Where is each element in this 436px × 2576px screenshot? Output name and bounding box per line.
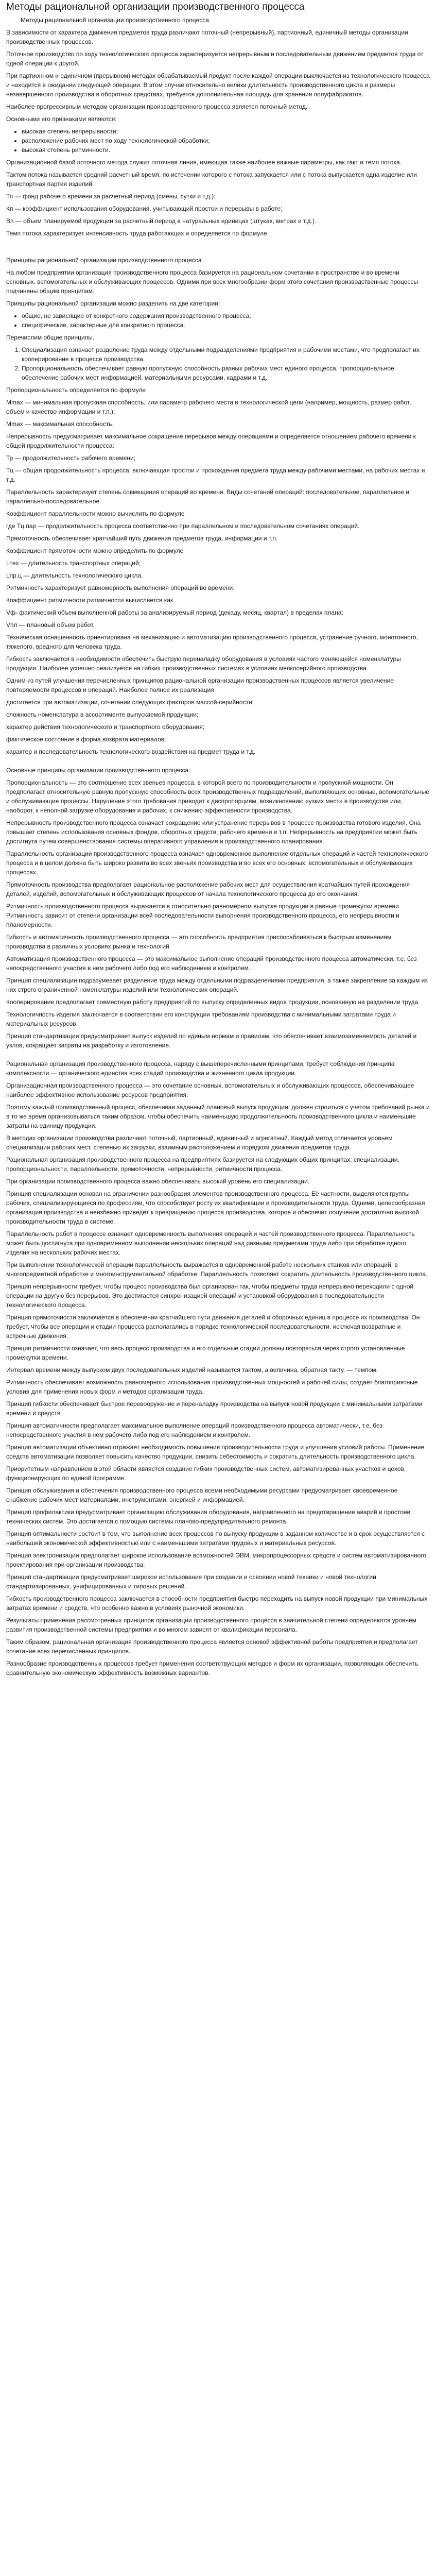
paragraph: Принцип непрерывности требует, чтобы процесс производства был организован так, чтобы предметы труда непрерывно переходили с одной операции на другую без перерывов. Это достигается синхронизацией операций и установкой оборудования в последовательности технологического процесса. (6, 1282, 415, 1309)
list-item: 2. Пропорциональность обеспечивает равную пропускную способность разных рабочих мест единого процесса, пропорциональное обеспечение рабочих мест информацией, материальными ресурсами, кадрами и т.д. (22, 364, 430, 382)
paragraph: Принципы рациональной организации можно разделить на две категории: (6, 299, 220, 307)
paragraph: Гибкость и автоматичность производственного процесса — это способность предприятия приспосабливаться к быстрым изменениям производства в различных условиях рынка и технологий. (6, 933, 393, 950)
paragraph: Принцип профилактики предусматривает организацию обслуживания оборудования, направленного на предотвращение аварий и простоев технических систем. Это достигается с помощью системы планово-предупредительного ремонта. (6, 1508, 412, 1525)
paragraph: Перечислим общие принципы. (6, 333, 95, 341)
paragraph: Ритмичность обеспечивает возможность равномерного использования производственных мощностей и рабочей силы, создает благоприятные условия для применения новых форм и методов организации труда. (6, 1378, 420, 1395)
section-gap (6, 241, 430, 247)
paragraph: При партионном и единичном (прерывном) методах обрабатываемый продукт после каждой операции выключается из технологического процесса и находится в ожидании следующей операции. В этом случае относительно велики длительность производственного цикла и размеры незавершенного производства в оборотных средствах, требуется дополнительная площадь для хранения полуфабрикатов. (6, 72, 431, 98)
paragraph: Организационная производственного процесса — это сочетание основных, вспомогательных и обслуживающих процессов, обеспечивающее наиболее эффективное использование ресурсов предприятия. (6, 1081, 416, 1098)
paragraph: Вп — объем планируемой продукции за расчетный период в натуральных единицах (штуках, метрах и т.д.). (6, 217, 317, 225)
paragraph: На любом предприятии организация производственного процесса базируется на рациональном сочетании в пространстве и во времени основных, вспомогательных и обслуживающих процессов. Одними при всех многообразии форм этого сочетания производственные процессы подчинены общим принципам. (6, 268, 420, 295)
paragraph: Непрерывность производственного процесса означает сокращение или устранение перерывов в процессе производства готового изделия. Она повышает степень использования основных фондов, оборотных средств, рабочего времени и т.п. Непрерывность на предприятии может быть достигнута путем совершенствования системы оперативного управления и производственного планирования. (6, 819, 423, 845)
paragraph: Принцип стандартизации предусматривает широкое использование при создании и освоении новой техники и новой технологии стандартизированных, унифицированных и типовых решений. (6, 1573, 378, 1590)
paragraph: Принцип стандартизации предусматривает выпуск изделий по единым нормам и правилам, что обеспечивает взаимозаменяемость деталей и узлов, сокращает затраты на разработку и изготовление. (6, 1032, 418, 1049)
list-item: • высокая степень ритмичности. (22, 145, 430, 155)
paragraph: Коэффициент параллельности можно вычислить по формуле (6, 510, 185, 517)
paragraph: Поэтому каждый производственный процесс, обеспечивая заданный плановый выпуск продукции, должен строиться с учетом требований рынка и в то же время организовываться таким образом, чтобы обеспечить наименьшую продолжительность производственного цикла и наименьшие затраты на единицу продукции. (6, 1103, 432, 1129)
paragraph: Автоматизация производственного процесса — это максимальное выполнение операций производственного процесса автоматически, т.е. без непосредственного участия в нем рабочего либо под его наблюдением и контролем. (6, 955, 418, 972)
paragraph: сложность номенклатура в ассортименте выпускаемой продукции; (6, 710, 199, 718)
paragraph: Ритмичность производственного процесса выражается в относительно равномерном выпуске продукции в равные промежутки времени. Ритмичность зависит от степени организации всей последовательности выполнения производственного процесса, его непрерывности и планомерности. (6, 902, 403, 928)
paragraph: Принцип автоматичности предполагает максимальное выполнение операций производственного процесса автоматически, т.е. без непосредственного участия в нем рабочего либо под его наблюдением и контролем. (6, 1421, 385, 1438)
paragraph: достигается при автоматизации, сочетании следующих факторов массой-серийности: (6, 698, 254, 706)
paragraph: Технологичность изделия заключается в соответствии его конструкции требованиям производства с минимальными затратами труда и материальных ресурсов. (6, 1010, 398, 1027)
paragraph: Интервал времени между выпуском двух последовательных изделий называется тактом, а величина, обратная такту, — темпом. (6, 1366, 378, 1374)
paragraph: Кп — коэффициент использования оборудования, учитывающий простои и перерывы в работе; (6, 205, 283, 212)
list-item: 1. Специализация означает разделение труда между отдельными подразделениями предприятия и рабочими местами, что предполагает их кооперирование в процессе производства. (22, 345, 430, 364)
paragraph: Гибкость производственного процесса заключается в способности предприятия быстро переходить на выпуск новой продукции при минимальных затратах времени и средств, что особенно важно в условиях рыночной экономики. (6, 1595, 429, 1612)
paragraph: При выполнении технологической операции параллельность выражается в одновременной работе нескольких станков или операций, в многопредметной обработке и многоинструментальной обработке. Параллельность позволяет сократить длительность производственного цикла. (6, 1261, 428, 1278)
paragraph: Наиболее прогрессивным методом организации производственного процесса является поточный метод. (6, 103, 308, 110)
paragraph: Пропорциональность определяется по формуле (6, 386, 146, 394)
paragraph: Параллельность организации производственного процесса означает одновременное выполнение отдельных операций и частей технологического процесса и в целом должна быть широко развита во всех звеньях производства и во всех его основных, вспомогательных и обслуживающих процессах. (6, 850, 430, 876)
paragraph: Основные принципы организации производственного процесса (6, 766, 189, 774)
paragraph: Принцип автоматизации объективно отражает необходимость повышения производительности труда и улучшения условий работы. Применение средств автоматизации позволяет повысить качество продукции, снизить себестоимость и сократить длительность производственного цикла. (6, 1443, 426, 1460)
numbered-list (6, 345, 430, 382)
page-title: Методы рациональной организации производственного процесса (6, 2, 305, 12)
paragraph: Кооперирование предполагает совместную работу предприятий по выпуску определенных видов продукции, основанную на разделении труда. (6, 998, 420, 1006)
paragraph: Коэффициент ритмичности ритмичности вычисляется как (6, 596, 173, 604)
paragraph: Принцип обслуживания и обеспечения производственного процесса всеми необходимыми ресурсами предусматривает своевременное снабжение рабочих мест материалами, инструментами, энергией и информацией. (6, 1486, 399, 1503)
section-gap (6, 1053, 430, 1059)
paragraph: Lпр.ц — длительность технологического цикла. (6, 571, 143, 579)
section-gap (6, 759, 430, 766)
paragraph: Принцип оптимальности состоит в том, что выполнение всех процессов по выпуску продукции в заданном количестве и в срок осуществляется с наибольшей экономической эффективностью или с наименьшими затратами трудовых и материальных ресурсов. (6, 1530, 427, 1547)
paragraph: Lтех — длительность транспортных операций; (6, 559, 141, 567)
paragraph: При организации производственного процесса важно обеспечивать высокий уровень его специализации. (6, 1177, 309, 1185)
paragraph: Таким образом, рациональная организация производственного процесса является основой эффективной работы предприятия и предполагает сочетание всех перечисленных принципов. (6, 1638, 420, 1655)
paragraph: Параллельность работ в процессе означает одновременность выполнения операций и частей производственного процесса. Параллельность может быть достигнута при одновременном выполнении нескольких операций над разными предметами труда либо при обработке одного изделия на нескольких рабочих местах. (6, 1230, 417, 1256)
bullet-list (6, 311, 430, 330)
list-item: • общие, не зависящие от конкретного содержания производственного процесса; (22, 311, 430, 320)
paragraph: Принцип ритмичности означает, что весь процесс производства и его отдельные стадии должны повторяться через строго установленные промежутки времени. (6, 1344, 407, 1361)
paragraph: характер и последовательность технологического воздействия на предмет труда и т.д. (6, 748, 256, 755)
paragraph: Поточное производство по ходу технологического процесса характеризуется непрерывным и последовательным движением предметов труда от одной операции к другой. (6, 50, 425, 67)
paragraph: Рациональная организация производственного процесса, наряду с вышеперечисленными принципами, требует соблюдения принципа комплексности — органического единства всех стадий производства и жизненного цикла продукции. (6, 1060, 396, 1077)
paragraph: Mmax — минимальная пропускная способность, или параметр рабочего места в технологической цепи (например, мощность, размер работ, объем и качество информации и т.п.); (6, 398, 413, 415)
list-item: • специфические, характерные для конкретного процесса. (22, 320, 430, 330)
paragraph: Прямоточность обеспечивает кратчайший путь движения предметов труда, информации и т.п. (6, 534, 278, 542)
document-body (6, 15, 430, 1677)
paragraph: где Тц.пар — продолжительность процесса соответственно при параллельном и последовательном сочетаниях операций. (6, 522, 360, 530)
paragraph: Разнообразие производственных процессов требует применения соответствующих методов и форм их организации, позволяющих обеспечить сравнительную экономическую эффективность возможных вариантов. (6, 1659, 420, 1676)
paragraph: В методах организации производства различают поточный, партионный, единичный и агрегатный. Каждый метод отличается уровнем специализации рабочих мест, степенью их загрузки, взаимным расположением и порядком движения предметов труда. (6, 1134, 394, 1151)
paragraph: Принцип специализации подразумевает разделение труда между отдельными подразделениями предприятия, а также закрепление за каждым из них строго ограниченной номенклатуры изделий или технологических операций. (6, 976, 430, 993)
paragraph: Коэффициент прямоточности можно определить по формуле (6, 547, 184, 554)
bullet-list (6, 127, 430, 155)
paragraph: Приоритетным направлением в этой области является создание гибких производственных систем, автоматизированных участков и цехов, функционирующих по единой программе. (6, 1465, 408, 1482)
list-item: • расположение рабочих мест по ходу технологической обработки; (22, 136, 430, 145)
paragraph: Одним из путей улучшения перечисленных принципов рациональной организации производственных процессов является увеличение повторяемости процессов и операций. Наиболее полное их реализация (6, 676, 396, 693)
paragraph: Mmax — максимальная способность. (6, 420, 114, 428)
paragraph: характер действия технологического и транспортного оборудования; (6, 723, 205, 731)
paragraph: Принцип прямоточности заключается в обеспечении кратчайшего пути движения деталей и сборочных единиц в процессе их производства. Он требует, чтобы все операции и стадии процесса располагались в порядке технологической последовательности, исключая возвратные и встречные движения. (6, 1313, 422, 1340)
list-item: • высокая степень непрерывности; (22, 127, 430, 136)
paragraph: В зависимости от характера движения предметов труда различают поточный (непрерывный), партионный, единичный методы организации производственных процессов. (6, 28, 410, 45)
paragraph: Параллельность характеризует степень совмещения операций во времени. Виды сочетаний операций: последовательное, параллельное и параллельно-последовательное. (6, 488, 411, 505)
paragraph: Техническая оснащенность ориентирована на механизацию и автоматизацию производственного процесса, устранение ручного, монотонного, тяжелого, вредного для человека труда. (6, 633, 420, 650)
paragraph: Vпл — плановый объем работ. (6, 621, 95, 629)
paragraph: Непрерывность предусматривает максимальное сокращение перерывов между операциями и определяется отношением рабочего времени к общей продолжительности процесса: (6, 432, 418, 449)
paragraph: Принцип электронизации предполагает широкое использование возможностей ЭВМ, микропроцессорных средств и систем автоматизированного проектирования при организации производства. (6, 1551, 428, 1568)
paragraph: Тактом потока называется средний расчетный время, по истечении которого с потока запускается или с потока выпускается одна изделие или транспортная партия изделий. (6, 171, 419, 188)
paragraph: Гибкость заключается в необходимости обеспечить быструю переналадку оборудования в условиях частого меняющейся номенклатуры продукции. Наиболее успешно реализуется на гибких производственных системах в условиях мелкосерийного производства. (6, 655, 403, 672)
paragraph: Результаты применения рассмотренных принципов организации производственного процесса в значительной степени определяются уровнем развития производственной системы предприятия и во многом зависят от квалификации персонала. (6, 1616, 418, 1633)
paragraph: Темп потока характеризует интенсивность труда работающих и определяется по формуле (6, 229, 267, 237)
paragraph: Методы рациональной организации производственного процесса (21, 16, 209, 24)
paragraph: Принципы рациональной организации производственного процесса (6, 256, 202, 264)
paragraph: Тр — продолжительность рабочего времени; (6, 454, 135, 462)
paragraph: Принцип гибкости обеспечивает быстрое перевооружение и переналадку производства на выпуск новой продукции с минимальными затратами времени и средств. (6, 1400, 424, 1417)
paragraph: Тп — фонд рабочего времени за расчетный период (смены, сутки и т.д.); (6, 192, 216, 200)
paragraph: Организационной базой поточного метода служит поточная линия, имеющая также наиболее важные параметры, как такт и темп потока. (6, 158, 402, 166)
paragraph: Ритмичность характеризует равномерность выполнения операций во времени. (6, 584, 235, 591)
paragraph: Основными его признаками являются: (6, 115, 117, 123)
paragraph: Принцип специализации основан на ограничении разнообразия элементов производственного процесса. Её частности, выделяются группы рабочих, специализирующиеся по профессиям, что способствует росту их квалификации и производительности труда. Одними, целесообразная организация производства и неизбежно приведёт к превращению процесса производства, которое и обеспечит получение достаточно высокой производительности труда в системе. (6, 1190, 427, 1225)
paragraph: Прямоточность производства предполагает рациональное расположение рабочих мест для осуществления кратчайших путей прохождения деталей, изделий, вспомогательных и обслуживающих процессов от начала технологического процесса до его окончания. (6, 880, 412, 897)
paragraph: Рациональная организация производственного процесса на предприятиях базируется на следующих общих принципах: специализации, пропорциональности, параллельности, прямоточности, непрерывности, ритмичности процесса. (6, 1156, 402, 1173)
paragraph: Тц — общая продолжительность процесса, включающая простои и прохождения предмета труда между рабочими местами, на рабочих местах и т.д. (6, 466, 427, 483)
paragraph: фактическое состояние в форма возврата материалов; (6, 735, 166, 743)
paragraph: Vф- фактический объем выполненной работы за анализируемый период (декаду, месяц, квартал) в пределах плана; (6, 608, 343, 616)
paragraph: Пропорциональность — это соотношение всех звеньев процесса, в которой всего по производительности и пропускной мощности. Он предполагает относительную равную пропускную способность всех производственных подразделений, выполняющих основные, вспомогательные и обслуживающие процессы. Нарушение этого требования приводит к диспропорциям, возникновению «узких мест» в производстве или, наоборот, к неполной загрузке оборудования и рабочих, к снижению эффективности производства. (6, 778, 431, 814)
